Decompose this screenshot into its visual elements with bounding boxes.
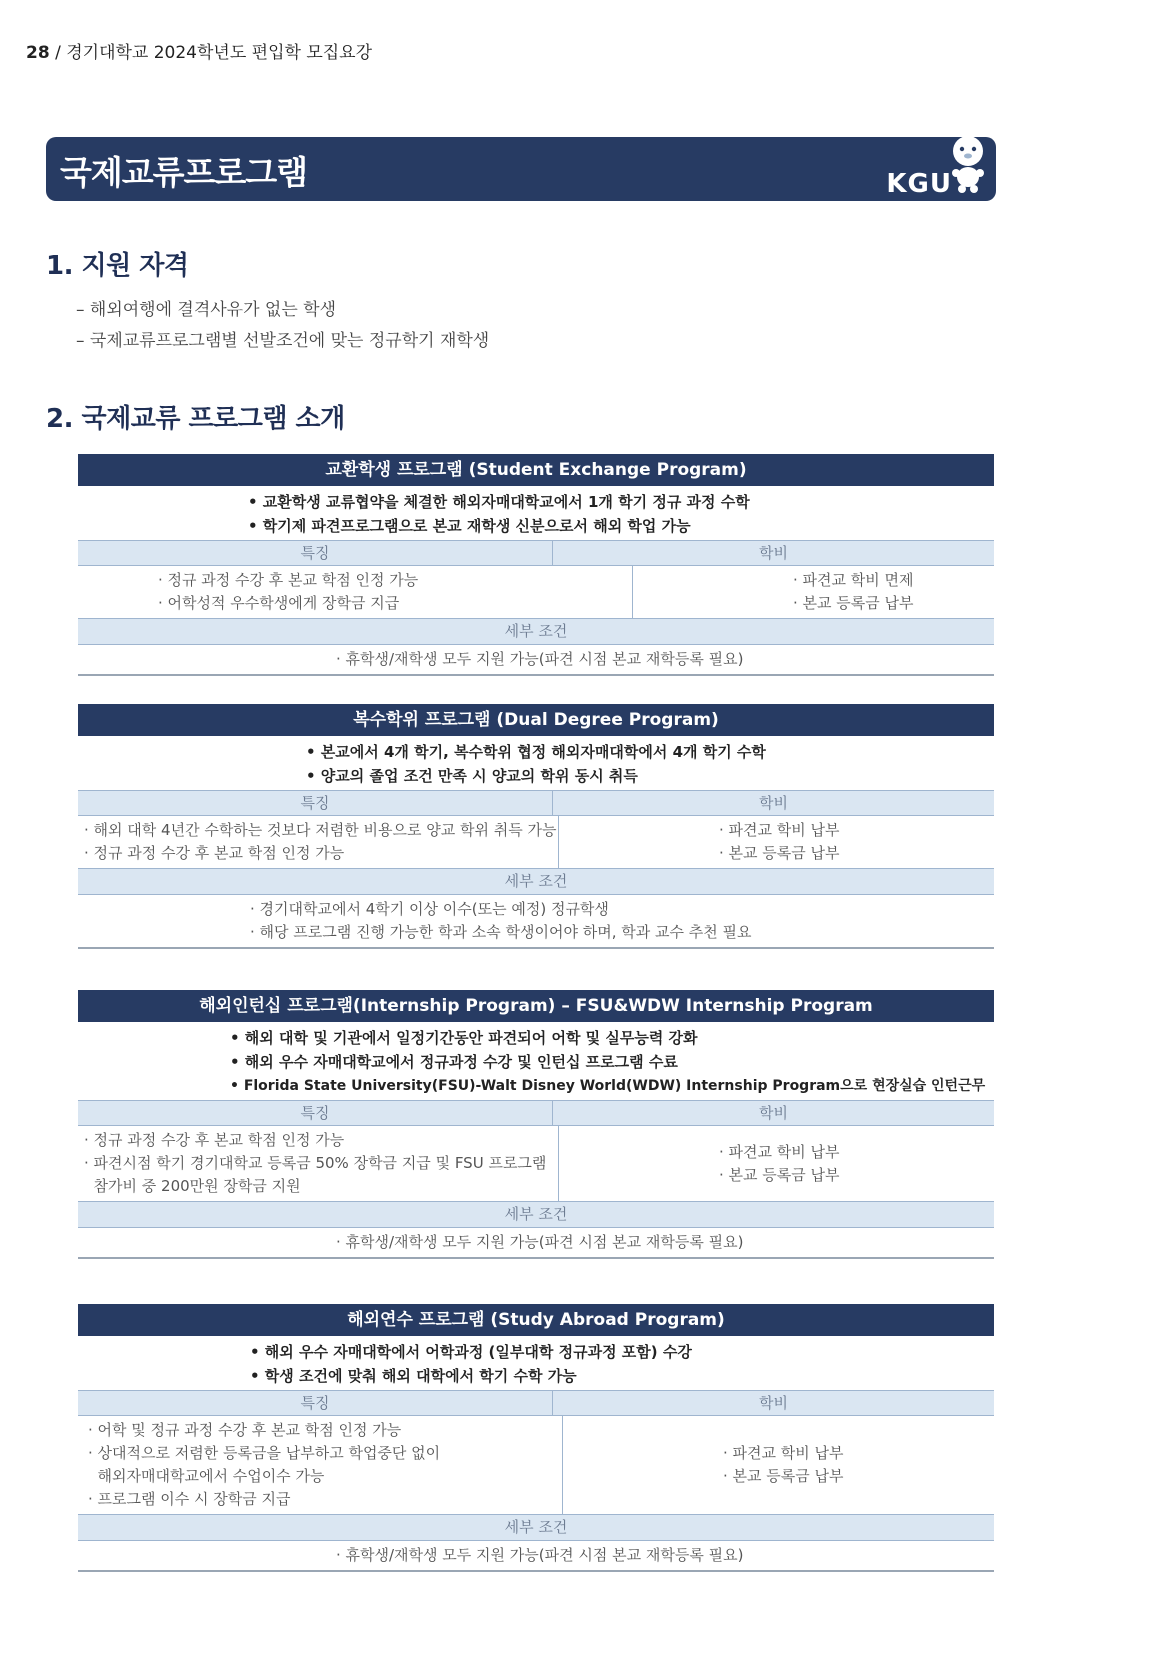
summary-line: • 양교의 졸업 조건 만족 시 양교의 학위 동시 취득 [306, 767, 638, 785]
tuition-header: 학비 [759, 544, 788, 562]
tuition-header: 학비 [759, 1394, 788, 1412]
details-cell [78, 895, 994, 949]
summary-line: • 해외 대학 및 기관에서 일정기간동안 파견되어 어학 및 실무능력 강화 [230, 1029, 698, 1047]
details-cell [78, 1541, 994, 1572]
feature-line: · 어학성적 우수학생에게 장학금 지급 [158, 594, 400, 612]
program-exchange [78, 454, 994, 676]
program-summary [78, 486, 994, 540]
program-title: 교환학생 프로그램 (Student Exchange Program) [78, 454, 994, 486]
tuition-cell [633, 566, 994, 618]
feature-line: · 정규 과정 수강 후 본교 학점 인정 가능 [84, 844, 345, 862]
tuition-line: · 파견교 학비 납부 [719, 1142, 840, 1161]
tuition-line: · 본교 등록금 납부 [719, 844, 840, 862]
detail-line: · 휴학생/재학생 모두 지원 가능(파견 시점 본교 재학등록 필요) [336, 1233, 744, 1251]
features-header: 특징 [78, 791, 553, 815]
tuition-line: · 파견교 학비 납부 [723, 1444, 844, 1462]
program-study-abroad [78, 1304, 994, 1572]
details-cell [78, 1228, 994, 1259]
tuition-header: 학비 [759, 794, 788, 812]
details-header: 세부 조건 [78, 869, 994, 895]
column-headers [78, 1390, 994, 1416]
program-title: 해외인턴십 프로그램(Internship Program) – FSU&WDW Internship Program [78, 990, 994, 1022]
header-separator: / [55, 43, 61, 63]
feature-line: · 파견시점 학기 경기대학교 등록금 50% 장학금 지급 및 FSU 프로그램 [84, 1154, 547, 1172]
details-header: 세부 조건 [78, 1202, 994, 1228]
tuition-header: 학비 [759, 1104, 788, 1122]
feature-line: · 해외 대학 4년간 수학하는 것보다 저렴한 비용으로 양교 학위 취득 가능 [84, 821, 557, 839]
program-body [78, 1416, 994, 1515]
features-cell [78, 1416, 563, 1514]
tuition-cell [559, 816, 994, 868]
feature-line: · 정규 과정 수강 후 본교 학점 인정 가능 [158, 571, 419, 589]
page-header [26, 38, 372, 63]
program-summary [78, 1336, 994, 1390]
features-cell [78, 1126, 559, 1201]
banner-title: 국제교류프로그램 [60, 153, 308, 192]
features-header: 특징 [78, 1391, 553, 1415]
program-body [78, 1126, 994, 1202]
program-body [78, 816, 994, 869]
summary-line: • 학기제 파견프로그램으로 본교 재학생 신분으로서 해외 학업 가능 [248, 517, 691, 535]
program-summary [78, 1022, 994, 1100]
feature-line: · 정규 과정 수강 후 본교 학점 인정 가능 [84, 1131, 345, 1149]
program-dual-degree [78, 704, 994, 949]
feature-line: · 어학 및 정규 과정 수강 후 본교 학점 인정 가능 [88, 1421, 402, 1439]
program-internship [78, 990, 994, 1259]
summary-line: • 학생 조건에 맞춰 해외 대학에서 학기 수학 가능 [250, 1367, 577, 1385]
kgu-logo: KGU [886, 169, 952, 199]
tuition-cell [559, 1126, 994, 1201]
summary-line: • 교환학생 교류협약을 체결한 해외자매대학교에서 1개 학기 정규 과정 수학 [248, 493, 750, 511]
features-header: 특징 [78, 541, 553, 565]
summary-line: • 해외 우수 자매대학교에서 정규과정 수강 및 인턴십 프로그램 수료 [230, 1053, 678, 1071]
feature-line: 해외자매대학교에서 수업이수 가능 [88, 1467, 325, 1485]
summary-line: • Florida State University(FSU)-Walt Disney World(WDW) Internship Program으로 현장실습 인턴근무 [230, 1078, 986, 1094]
program-body [78, 566, 994, 619]
feature-line: 참가비 중 200만원 장학금 지원 [84, 1177, 301, 1195]
tuition-line: · 본교 등록금 납부 [719, 1165, 840, 1184]
tuition-line: · 파견교 학비 면제 [793, 571, 914, 589]
column-headers [78, 540, 994, 566]
detail-line: · 휴학생/재학생 모두 지원 가능(파견 시점 본교 재학등록 필요) [336, 1546, 744, 1564]
program-summary [78, 736, 994, 790]
tuition-cell [563, 1416, 994, 1514]
document-title: 경기대학교 2024학년도 편입학 모집요강 [66, 43, 373, 63]
features-header: 특징 [78, 1101, 553, 1125]
section-banner [46, 137, 996, 201]
section-title-programs: 2. 국제교류 프로그램 소개 [46, 404, 345, 434]
program-title: 해외연수 프로그램 (Study Abroad Program) [78, 1304, 994, 1336]
list-item: – 국제교류프로그램별 선발조건에 맞는 정규학기 재학생 [76, 331, 490, 351]
program-title: 복수학위 프로그램 (Dual Degree Program) [78, 704, 994, 736]
feature-line: · 상대적으로 저렴한 등록금을 납부하고 학업중단 없이 [88, 1444, 441, 1462]
tuition-line: · 본교 등록금 납부 [723, 1467, 844, 1485]
features-cell [78, 816, 559, 868]
details-header: 세부 조건 [78, 1515, 994, 1541]
page-number: 28 [26, 43, 50, 63]
details-header: 세부 조건 [78, 619, 994, 645]
list-item: – 해외여행에 결격사유가 없는 학생 [76, 300, 337, 320]
tuition-line: · 파견교 학비 납부 [719, 821, 840, 839]
detail-line: · 경기대학교에서 4학기 이상 이수(또는 예정) 정규학생 [250, 900, 609, 918]
details-cell [78, 645, 994, 676]
section-title-eligibility: 1. 지원 자격 [46, 251, 189, 281]
mascot-icon [948, 125, 988, 199]
detail-line: · 휴학생/재학생 모두 지원 가능(파견 시점 본교 재학등록 필요) [336, 650, 744, 668]
column-headers [78, 1100, 994, 1126]
features-cell [78, 566, 633, 618]
summary-line: • 해외 우수 자매대학에서 어학과정 (일부대학 정규과정 포함) 수강 [250, 1343, 692, 1361]
detail-line: · 해당 프로그램 진행 가능한 학과 소속 학생이어야 하며, 학과 교수 추천 필요 [250, 923, 752, 941]
column-headers [78, 790, 994, 816]
tuition-line: · 본교 등록금 납부 [793, 594, 914, 612]
feature-line: · 프로그램 이수 시 장학금 지급 [88, 1490, 291, 1508]
summary-line: • 본교에서 4개 학기, 복수학위 협정 해외자매대학에서 4개 학기 수학 [306, 743, 766, 761]
eligibility-list [76, 295, 489, 357]
